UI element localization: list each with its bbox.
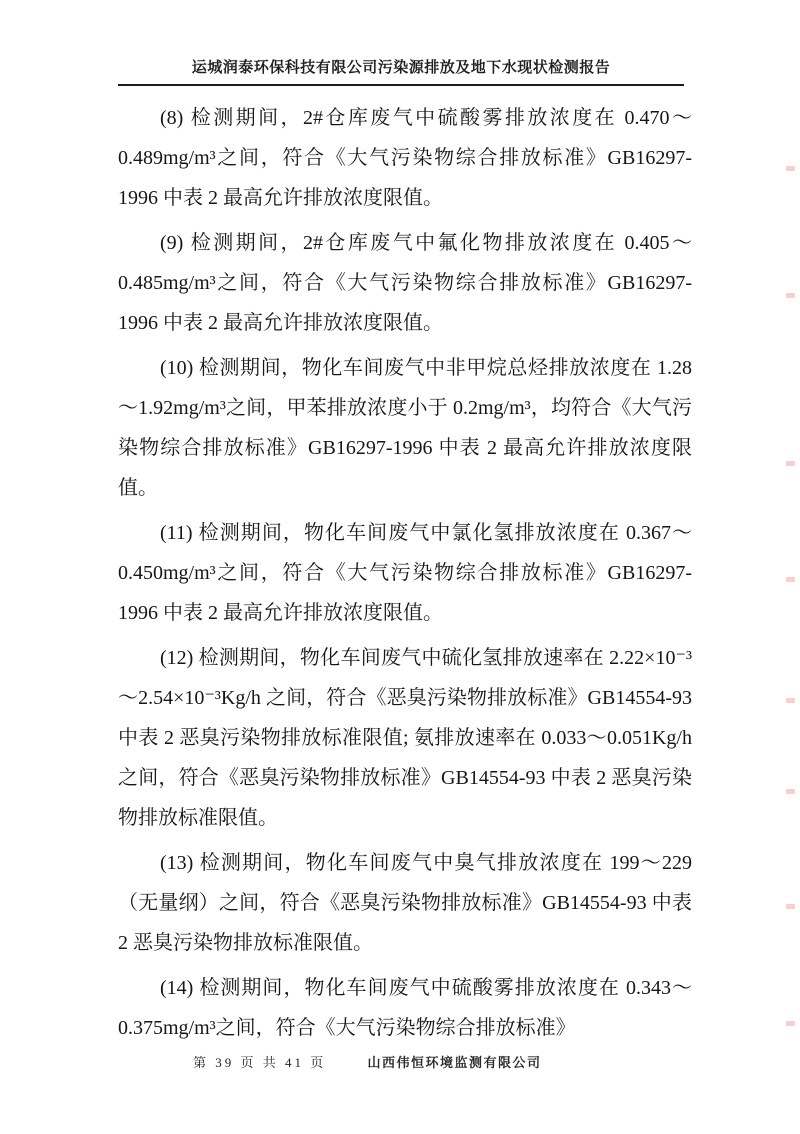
paragraph-item-12: (12) 检测期间，物化车间废气中硫化氢排放速率在 2.22×10⁻³～2.54×10⁻³Kg/h 之间，符合《恶臭污染物排放标准》GB14554-93 中表 2 恶臭污染物排放标准限值; 氨排放速率在 0.033～0.051Kg/h 之间，符合《恶臭污染物排放标准》GB14554-93 中表 2 恶臭污染物排放标准限值。 [118,647,692,829]
scan-artifact-mark [786,1021,795,1026]
paragraph-item-9: (9) 检测期间，2#仓库废气中氟化物排放浓度在 0.405～0.485mg/m³之间，符合《大气污染物综合排放标准》GB16297-1996 中表 2 最高允许排放浓度限值。 [118,232,692,334]
page-header [118,56,684,86]
scan-artifact-mark [786,577,795,582]
paragraph-item-8: (8) 检测期间，2#仓库废气中硫酸雾排放浓度在 0.470～0.489mg/m³之间，符合《大气污染物综合排放标准》GB16297-1996 中表 2 最高允许排放浓度限值。 [118,107,692,209]
report-header-title: 运城润泰环保科技有限公司污染源排放及地下水现状检测报告 [191,60,611,76]
paragraph-item-13: (13) 检测期间，物化车间废气中臭气排放浓度在 199～229（无量纲）之间，符合《恶臭污染物排放标准》GB14554-93 中表 2 恶臭污染物排放标准限值。 [118,852,692,954]
scan-artifact-mark [786,293,795,298]
header-divider-line [118,84,684,86]
report-body [118,98,692,1053]
paragraph-item-11: (11) 检测期间，物化车间废气中氯化氢排放浓度在 0.367～0.450mg/m³之间，符合《大气污染物综合排放标准》GB16297-1996 中表 2 最高允许排放浓度限值。 [118,522,692,624]
page-number-indicator: 第 39 页 共 41 页 [193,1055,327,1070]
scan-artifact-mark [786,461,795,466]
page-footer [193,1052,542,1071]
paragraph-item-14: (14) 检测期间，物化车间废气中硫酸雾排放浓度在 0.343～0.375mg/m³之间，符合《大气污染物综合排放标准》 [118,977,692,1039]
scan-artifact-mark [786,904,795,909]
scan-artifact-mark [786,166,795,171]
paragraph-item-10: (10) 检测期间，物化车间废气中非甲烷总烃排放浓度在 1.28～1.92mg/m³之间，甲苯排放浓度小于 0.2mg/m³，均符合《大气污染物综合排放标准》GB16297-1996 中表 2 最高允许排放浓度限值。 [118,357,692,499]
monitoring-company-name: 山西伟恒环境监测有限公司 [367,1055,542,1070]
scan-artifact-mark [786,698,795,703]
scan-artifact-mark [786,789,795,794]
